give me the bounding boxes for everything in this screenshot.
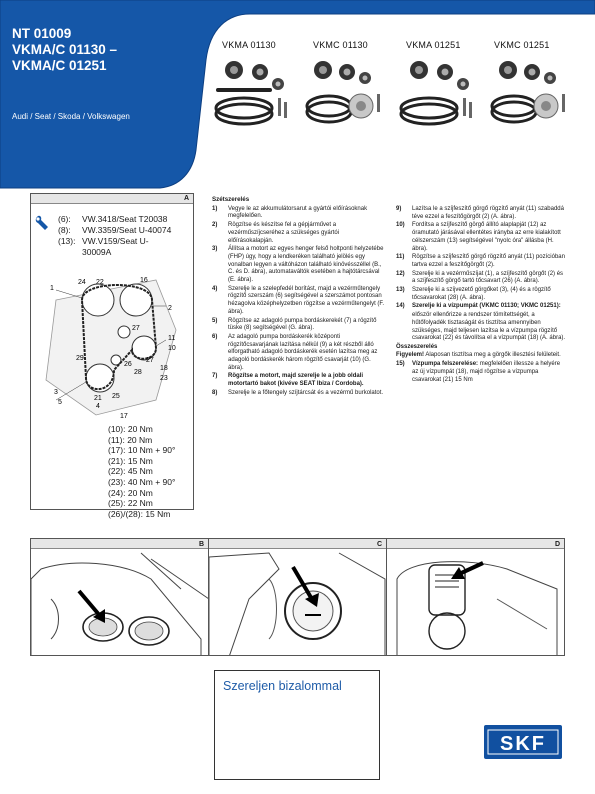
warning-text: Alaposan tisztítsa meg a görgők illesztési felületeit. [424, 351, 561, 358]
figure-d-letter: D [554, 541, 560, 548]
skf-logo-text: SKF [500, 733, 546, 755]
kit-image-vkma01130 [212, 58, 294, 128]
tool-row [58, 236, 171, 247]
section-heading-disassembly: Szétszerelés [212, 196, 250, 203]
step-item [396, 222, 568, 253]
step-item [212, 390, 386, 398]
step-number: 4) [212, 285, 218, 292]
step-item [396, 361, 568, 384]
step-text: Rögzítse az adagoló pumpa bordáskerekét (7) a rögzítő tüske (8) segítségével (G. ábra). [228, 317, 377, 332]
step-number: 7) [212, 373, 218, 380]
torque-row: (11): 20 Nm [108, 434, 153, 445]
callout-label: 29 [76, 355, 84, 362]
step-number: 13) [396, 287, 405, 294]
step-number: 3) [212, 246, 218, 253]
step-number: 10) [396, 222, 405, 229]
tool-num [58, 247, 82, 258]
callout-label: 4 [96, 403, 100, 410]
title-line-2: VKMA/C 01130 – [12, 42, 118, 57]
skf-logo [484, 725, 562, 759]
callout-label: 5 [58, 399, 62, 406]
slogan-box [214, 670, 380, 780]
wrench-icon [34, 214, 52, 232]
step-number: 14) [396, 303, 405, 310]
callout-label: 23 [160, 375, 168, 382]
variant-label-2: VKMC 01130 [313, 40, 368, 50]
step-number: 9) [396, 206, 402, 212]
step-text: Az adagoló pumpa bordáskerék középonti rögzítőcsavarjának lazítása nélkül (9) a két részből álló elforgatható adagoló bordáskerék esetén lazítsa meg az adagoló bordáskerék három rögzítő csavarját (10) (G. ábra). [228, 333, 378, 371]
callout-label: 24 [78, 279, 86, 286]
variant-label-4: VKMC 01251 [494, 40, 550, 50]
callout-label: 3 [54, 389, 58, 396]
step-text: Vegye le az akkumulátorsarut a gyártói előírásoknak megfelelően. [228, 205, 368, 220]
kit-image-vkma01251 [397, 58, 479, 128]
step-text [412, 361, 568, 384]
slogan-text: Szereljen bizalommal [223, 679, 342, 693]
variant-label-1: VKMA 01130 [222, 40, 276, 50]
tool-num: (6): [58, 214, 71, 224]
torque-row: (17): 10 Nm + 90° [108, 445, 176, 456]
step-text: először ellenőrizze a rendszer tömítettségét, a hűtőfolyadék tisztaságát és tisztítsa amennyiben szükséges, majd teljesen lazítsa le a vízpumpa rögzítő csavarokat (22) és távolítsa el a vízpumpát (18) (A. ábra). [412, 312, 566, 342]
figure-b [30, 538, 209, 656]
step-text: Rögzítse a szíjfeszítő görgő rögzítő anyát (11) pozícióban tartva ezzel a feszítőgörgőt (2). [412, 254, 565, 268]
step-item [396, 206, 568, 221]
kit-image-vkmc01130 [303, 58, 385, 128]
step-item [212, 318, 386, 333]
callout-label: 28 [134, 369, 142, 376]
step-item [396, 287, 568, 302]
tool-row [58, 247, 171, 258]
step-text: Rögzítse és készítse fel a gépjárművet a vezérműszíjcseréhez a szükséges gyártói előírásokalapján. [228, 222, 340, 244]
panel-a-letter: A [183, 195, 189, 202]
tool-num: (8): [58, 225, 71, 235]
step-text-rest: megfelelően illessze a helyére az új vízpumpát (18), majd rögzítse a vízpumpa csavarokat (21) 15 Nm [412, 361, 561, 383]
step-text: Állítsa a motort az egyes henger felső holtponti helyzetébe (FHP) úgy, hogy a lendkeréken található jelölés egy vonalban legyen a váltóházon található kinövésszéllel (B., C. és D. ábra), automataváltók esetében a hajtótárcsával (E. ábra). [228, 246, 384, 284]
torque-row: (26)/(28): 15 Nm [108, 508, 171, 519]
step-text: Fordítsa a szíjfeszítő görgő állító alaplapját (12) az óramutató járásával ellentétes irányba az erre kialakított célszerszám (13) segítségével "nyolc óra" állásba (H. ábra). [412, 222, 561, 252]
title-line-3: VKMA/C 01251 [12, 58, 107, 73]
panel-a-header-bar [31, 194, 193, 204]
step-item [396, 312, 568, 343]
step-text: Rögzítse a motort, majd szerelje le a jobb oldali motortartó bakot (kivéve SEAT Ibiza / Cordoba). [228, 373, 364, 388]
callout-label: 1 [50, 285, 54, 292]
tool-text: 30009A [82, 247, 112, 257]
torque-row: (23): 40 Nm + 90° [108, 476, 176, 487]
step-number: 5) [212, 317, 218, 324]
warning-note [396, 352, 568, 360]
title-line-1: NT 01009 [12, 26, 72, 41]
step-item [212, 206, 386, 221]
step-number: 15) [396, 361, 405, 368]
step-item [212, 222, 386, 245]
callout-label: 10 [168, 345, 176, 352]
warning-label: Figyelem! [396, 351, 425, 358]
tools-list [58, 214, 171, 258]
callout-label: 11 [168, 335, 176, 342]
tool-text: VW.3418/Seat T20038 [82, 214, 168, 224]
timing-belt-diagram [36, 270, 186, 420]
torque-list [108, 424, 175, 519]
figure-c-drawing [209, 539, 387, 656]
step-number: 6) [212, 333, 218, 340]
figure-d-drawing [387, 539, 565, 656]
step-text: Lazítsa le a szíjfeszítő görgő rögzítő anyát (11) szabaddá téve ezzel a feszítőgörgőt (2) (A. ábra). [412, 206, 564, 220]
document-title [12, 26, 117, 74]
figure-b-drawing [31, 539, 209, 656]
variant-label-3: VKMA 01251 [406, 40, 461, 50]
tool-row [58, 214, 171, 225]
step-number: 2) [212, 222, 218, 229]
disassembly-steps [212, 196, 386, 399]
step-number [396, 312, 412, 343]
callout-label: 21 [94, 395, 102, 402]
step-item [212, 286, 386, 317]
tool-row [58, 225, 171, 236]
step-text-bold: Vízpumpa felszerelése: [412, 361, 479, 368]
torque-row: (24): 20 Nm [108, 487, 153, 498]
step-number: 1) [212, 205, 218, 212]
step-text: Szerelje le a főtengely szíjtárcsát és a vezérmű burkolatot. [228, 389, 384, 396]
callout-label: 16 [140, 277, 148, 284]
step-item [212, 246, 386, 285]
step-number: 12) [396, 270, 405, 277]
callout-label: 27 [146, 357, 154, 364]
callout-label: 22 [96, 279, 104, 286]
step-item [212, 334, 386, 373]
tool-text: VW.V159/Seat U- [82, 236, 149, 246]
step-text: Szerelje ki a szíjvezető görgőket (3), (4) és a rögzítő tőcsavarokat (28) (A. ábra). [412, 287, 551, 301]
kit-image-vkmc01251 [488, 58, 570, 128]
callout-label: 18 [160, 365, 168, 372]
step-text: Szerelje ki a vízpumpát (VKMC 01130; VKMC 01251): [412, 303, 561, 310]
callout-label: 26 [124, 361, 132, 368]
callout-label: 25 [112, 393, 120, 400]
callout-label: 17 [120, 413, 128, 420]
tool-num: (13): [58, 236, 76, 246]
figure-b-letter: B [198, 541, 204, 548]
step-item [212, 373, 386, 388]
torque-row: (10): 20 Nm [108, 424, 153, 434]
figure-c [208, 538, 387, 656]
figure-d [386, 538, 565, 656]
torque-row: (22): 45 Nm [108, 466, 153, 477]
step-item [396, 254, 568, 269]
figure-c-letter: C [376, 541, 382, 548]
step-item [396, 303, 568, 311]
step-number: 11) [396, 254, 405, 261]
step-text: Szerelje ki a vezérműszíjat (1), a szíjfeszítő görgőt (2) és a szíjfeszítő görgő tartó tőcsavart (26) (A. ábra). [412, 270, 564, 285]
callout-label: 27 [132, 325, 140, 332]
disassembly-steps-continued [396, 206, 568, 385]
callout-label: 2 [168, 305, 172, 312]
skf-logo-mark [484, 725, 562, 759]
step-number: 8) [212, 389, 218, 396]
vehicle-brands: Audi / Seat / Skoda / Volkswagen [12, 112, 130, 121]
torque-row: (21): 15 Nm [108, 455, 153, 466]
torque-row: (25): 22 Nm [108, 498, 153, 509]
step-text: Szerelje le a szelepfedél borítást, majd a vezérműtengely rögzítő szerszám (6) segítségével a szerszámot pontosan hézagolva középhelyzetben rögzítse a vezérműtengelyt (F. ábra). [228, 285, 385, 315]
step-item [396, 271, 568, 286]
section-heading-reassembly: Összeszerelés [396, 343, 438, 350]
tool-text: VW.3359/Seat U-40074 [82, 225, 172, 235]
